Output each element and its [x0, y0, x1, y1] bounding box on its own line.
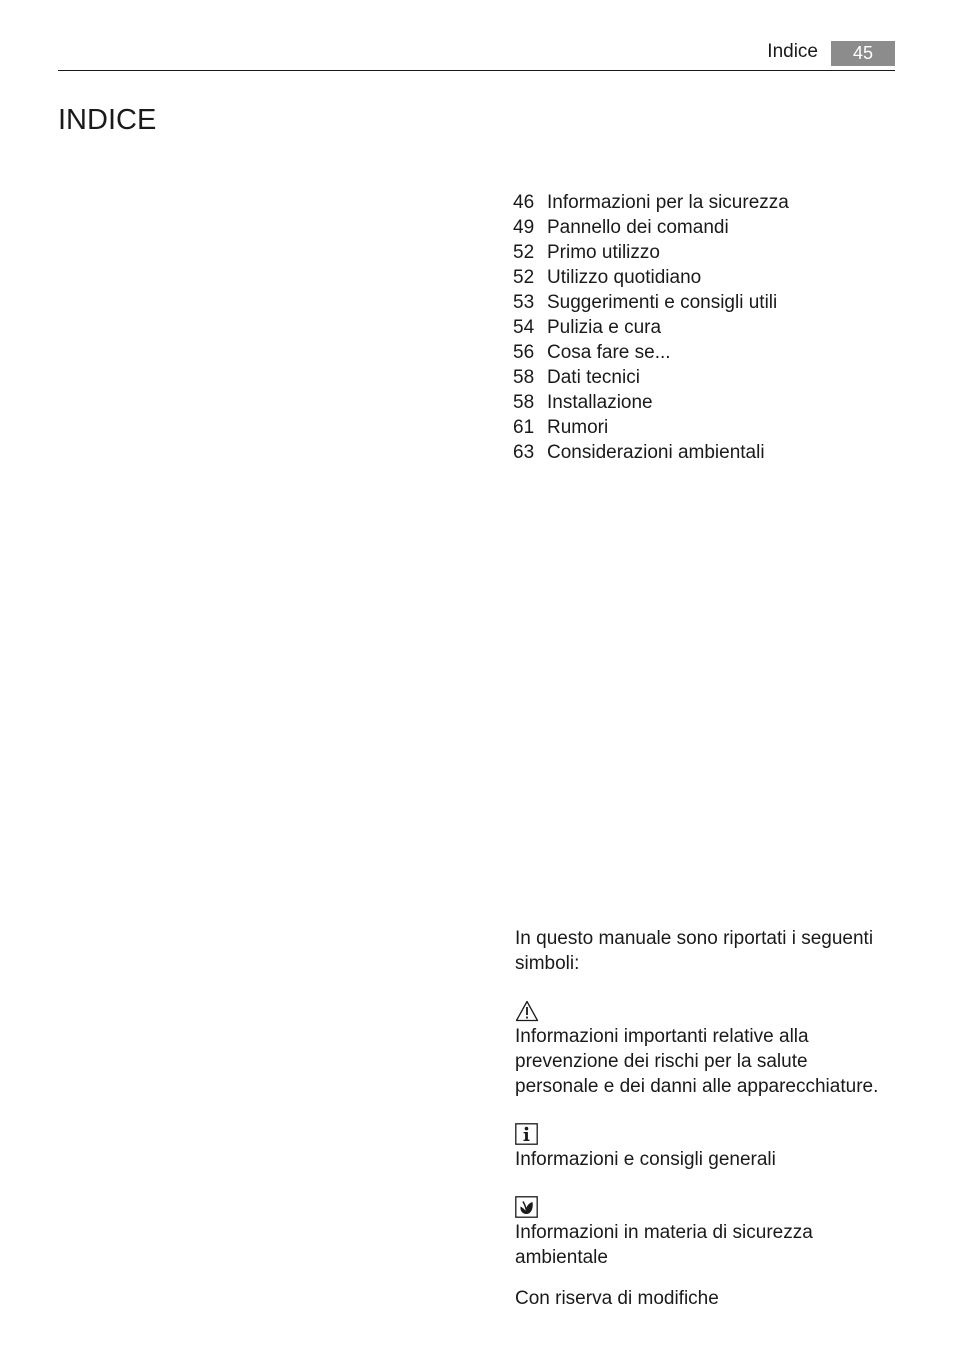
toc-label: Primo utilizzo	[547, 242, 660, 263]
toc-entry-dati-tecnici[interactable]	[513, 365, 789, 390]
symbols-legend	[515, 926, 895, 1311]
environment-icon	[515, 1196, 895, 1218]
warning-triangle-icon	[515, 1000, 895, 1022]
toc-page-number: 58	[513, 367, 535, 388]
toc-page-number: 46	[513, 192, 535, 213]
page-number-badge: 45	[831, 41, 895, 66]
toc-label: Cosa fare se...	[547, 342, 671, 363]
toc-entry-sicurezza[interactable]	[513, 190, 789, 215]
toc-page-number: 52	[513, 267, 535, 288]
toc-page-number: 61	[513, 417, 535, 438]
toc-label: Pulizia e cura	[547, 317, 662, 338]
toc-label: Suggerimenti e consigli utili	[547, 292, 778, 313]
toc-label: Installazione	[547, 392, 653, 413]
section-label: Indice	[767, 41, 818, 62]
toc-page-number: 63	[513, 442, 535, 463]
toc-page-number: 56	[513, 342, 535, 363]
toc-label: Rumori	[547, 417, 609, 438]
toc-entry-primo-utilizzo[interactable]	[513, 240, 789, 265]
header-divider	[58, 70, 895, 71]
toc-entry-pulizia[interactable]	[513, 315, 789, 340]
toc-entry-rumori[interactable]	[513, 415, 789, 440]
toc-label: Utilizzo quotidiano	[547, 267, 702, 288]
toc-entry-pannello[interactable]	[513, 215, 789, 240]
toc-page-number: 58	[513, 392, 535, 413]
symbols-intro: In questo manuale sono riportati i seguenti simboli:	[515, 928, 874, 974]
table-of-contents	[513, 190, 789, 465]
toc-label: Dati tecnici	[547, 367, 640, 388]
toc-entry-installazione[interactable]	[513, 390, 789, 415]
toc-entry-ambientali[interactable]	[513, 440, 789, 465]
symbol-description: Informazioni in materia di sicurezza ambientale	[515, 1222, 813, 1268]
toc-entry-utilizzo-quotidiano[interactable]	[513, 265, 789, 290]
toc-page-number: 49	[513, 217, 535, 238]
info-icon	[515, 1123, 895, 1145]
toc-entry-suggerimenti[interactable]	[513, 290, 789, 315]
page-title: INDICE	[58, 104, 157, 136]
toc-page-number: 52	[513, 242, 535, 263]
toc-label: Informazioni per la sicurezza	[547, 192, 789, 213]
toc-label: Considerazioni ambientali	[547, 442, 765, 463]
toc-label: Pannello dei comandi	[547, 217, 729, 238]
toc-page-number: 54	[513, 317, 535, 338]
toc-entry-cosa-fare[interactable]	[513, 340, 789, 365]
symbol-description: Informazioni e consigli generali	[515, 1149, 776, 1170]
footer-note: Con riserva di modifiche	[515, 1288, 719, 1309]
symbol-description: Informazioni importanti relative alla prevenzione dei rischi per la salute personale e dei danni alle apparecchiature.	[515, 1026, 879, 1097]
toc-page-number: 53	[513, 292, 535, 313]
